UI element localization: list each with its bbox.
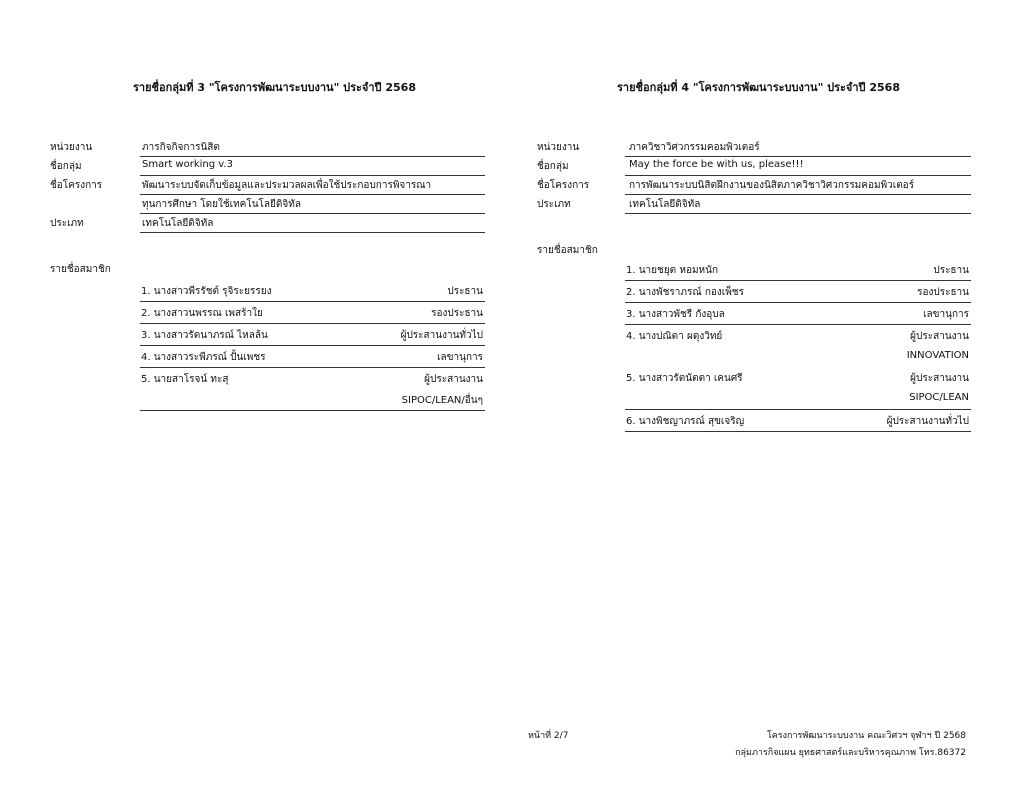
type-row bbox=[537, 195, 971, 214]
member-row-cont bbox=[625, 388, 971, 410]
project-row bbox=[50, 176, 485, 195]
member-role: ประธาน bbox=[933, 265, 969, 276]
member-row-cont bbox=[140, 389, 485, 411]
type-label: ประเภท bbox=[50, 218, 84, 229]
member-row bbox=[140, 324, 485, 346]
group-4-members bbox=[625, 259, 971, 432]
member-name: 4. นางสาวระพีภรณ์ ปั้นเพชร bbox=[141, 352, 266, 363]
member-row-cont bbox=[625, 346, 971, 367]
project-row bbox=[537, 176, 971, 195]
member-name: 6. นางพิชญาภรณ์ สุขเจริญ bbox=[626, 416, 745, 427]
members-label: รายชื่อสมาชิก bbox=[50, 264, 111, 275]
member-name: 4. นางปณิตา ผดุงวิทย์ bbox=[626, 331, 723, 342]
member-role: ผู้ประสานงาน bbox=[910, 331, 969, 342]
member-name: 1. นายชยุต หอมหนัก bbox=[626, 265, 719, 276]
group-3-title: รายชื่อกลุ่มที่ 3 "โครงการพัฒนาระบบงาน" ประจำปี 2568 bbox=[133, 81, 416, 94]
page-number: หน้าที่ 2/7 bbox=[528, 731, 569, 741]
member-name: 5. นายสาโรจน์ ทะสุ bbox=[141, 374, 229, 385]
group-4-info bbox=[537, 138, 971, 214]
member-name: 3. นางสาวรัตนาภรณ์ ไหลล้น bbox=[141, 330, 268, 341]
member-role-cont: SIPOC/LEAN/อื่นๆ bbox=[401, 395, 483, 406]
project-label: ชื่อโครงการ bbox=[537, 180, 590, 191]
member-role: รองประธาน bbox=[917, 287, 969, 298]
unit-value: ภารกิจกิจการนิสิต bbox=[142, 142, 220, 153]
group-name-row bbox=[50, 157, 485, 176]
group-name-row bbox=[537, 157, 971, 176]
member-role: ผู้ประสานงานทั่วไป bbox=[400, 330, 483, 341]
member-name: 5. นางสาวรัตนัตตา เคนศรี bbox=[626, 373, 743, 384]
unit-label: หน่วยงาน bbox=[50, 142, 93, 153]
member-row bbox=[625, 259, 971, 281]
member-row bbox=[140, 368, 485, 389]
member-role: ผู้ประสานงานทั่วไป bbox=[886, 416, 969, 427]
project-value: พัฒนาระบบจัดเก็บข้อมูลและประมวลผลเพื่อใช้ประกอบการพิจารณา bbox=[142, 180, 432, 191]
member-name: 1. นางสาวพีรรัชต์ รุจิระยรรยง bbox=[141, 286, 272, 297]
unit-label: หน่วยงาน bbox=[537, 142, 580, 153]
footer-contact-line: กลุ่มภารกิจแผน ยุทธศาสตร์และบริหารคุณภาพ โทร.86372 bbox=[735, 748, 966, 758]
member-role: ประธาน bbox=[447, 286, 483, 297]
group-name-value: Smart working v.3 bbox=[142, 159, 233, 170]
member-row bbox=[140, 302, 485, 324]
group-3-members bbox=[140, 280, 485, 411]
member-name: 2. นางสาวนพรรณ เพสร้าใย bbox=[141, 308, 263, 319]
member-row bbox=[140, 280, 485, 302]
member-role: เลขานุการ bbox=[437, 352, 483, 363]
member-role: ผู้ประสานงาน bbox=[910, 373, 969, 384]
unit-row bbox=[50, 138, 485, 157]
underline bbox=[140, 232, 485, 233]
member-row bbox=[625, 367, 971, 388]
group-3-info bbox=[50, 138, 485, 233]
group-4-title: รายชื่อกลุ่มที่ 4 "โครงการพัฒนาระบบงาน" ประจำปี 2568 bbox=[617, 81, 900, 94]
member-name: 3. นางสาวพัชรี กังอุบล bbox=[626, 309, 725, 320]
member-row bbox=[625, 410, 971, 432]
member-role: ผู้ประสานงาน bbox=[424, 374, 483, 385]
member-role: เลขานุการ bbox=[923, 309, 969, 320]
group-name-value: May the force be with us, please!!! bbox=[629, 159, 804, 170]
group-name-label: ชื่อกลุ่ม bbox=[537, 161, 569, 172]
project-value-cont: ทุนการศึกษา โดยใช้เทคโนโลยีดิจิทัล bbox=[142, 199, 301, 210]
type-row bbox=[50, 214, 485, 233]
member-row bbox=[625, 281, 971, 303]
member-row bbox=[140, 346, 485, 368]
project-label: ชื่อโครงการ bbox=[50, 180, 103, 191]
member-role-cont: INNOVATION bbox=[906, 350, 969, 361]
unit-value: ภาควิชาวิศวกรรมคอมพิวเตอร์ bbox=[629, 142, 760, 153]
type-label: ประเภท bbox=[537, 199, 571, 210]
project-value: การพัฒนาระบบนิสิตฝึกงานของนิสิตภาควิชาวิศวกรรมคอมพิวเตอร์ bbox=[629, 180, 915, 191]
project-row-cont bbox=[50, 195, 485, 214]
type-value: เทคโนโลยีดิจิทัล bbox=[142, 218, 214, 229]
type-value: เทคโนโลยีดิจิทัล bbox=[629, 199, 701, 210]
member-row bbox=[625, 303, 971, 325]
group-name-label: ชื่อกลุ่ม bbox=[50, 161, 82, 172]
footer-project-line: โครงการพัฒนาระบบงาน คณะวิศวฯ จุฬาฯ ปี 2568 bbox=[766, 731, 966, 741]
unit-row bbox=[537, 138, 971, 157]
members-label: รายชื่อสมาชิก bbox=[537, 245, 598, 256]
underline bbox=[625, 213, 971, 214]
member-name: 2. นางพัชราภรณ์ กองเพ็ชร bbox=[626, 287, 744, 298]
member-role-cont: SIPOC/LEAN bbox=[909, 392, 969, 403]
member-role: รองประธาน bbox=[431, 308, 483, 319]
member-row bbox=[625, 325, 971, 346]
